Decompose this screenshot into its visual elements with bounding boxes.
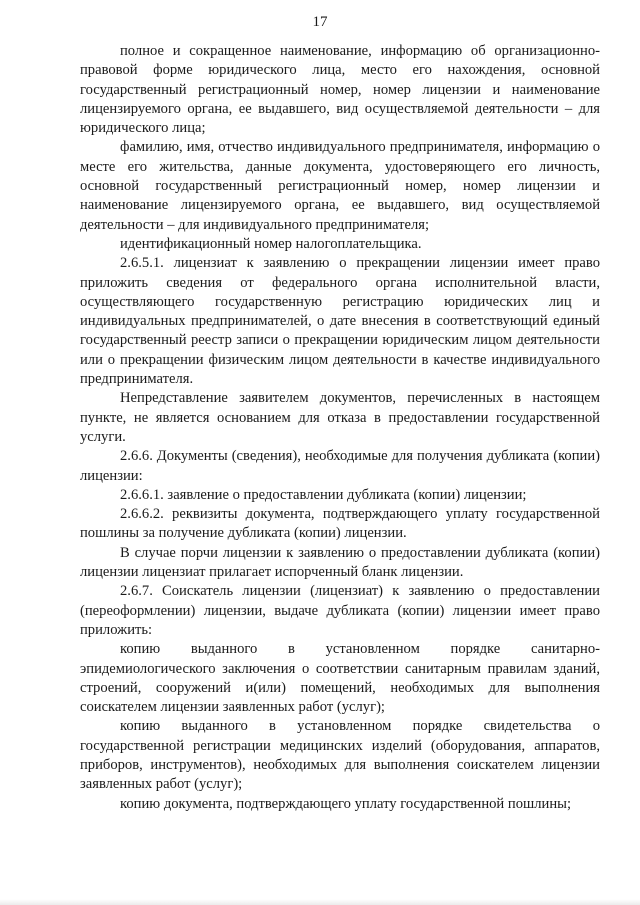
paragraph-2-6-6-2: 2.6.6.2. реквизиты документа, подтверждающего уплату государственной пошлины за получение дубликата (копии) лицензии.: [80, 506, 600, 542]
paragraph-sanitary-conclusion: копию выданного в установленном порядке санитарно-эпидемиологического заключения о соответствии санитарным правилам зданий, строений, сооружений и(или) помещений, необходимых для выполнения соискателем лицензии заявленных работ (услуг);: [80, 641, 600, 716]
paragraph-entrepreneur-info: фамилию, имя, отчество индивидуального предпринимателя, информацию о месте его жительства, данные документа, удостоверяющего его личность, основной государственный регистрационный номер, номер лицензии и наименование лицензируемого органа, ее выдавшего, вид осуществляемой деятельности – для индивидуального предпринимателя;: [80, 139, 600, 233]
paragraph-state-fee: копию документа, подтверждающего уплату государственной пошлины;: [120, 795, 572, 812]
paragraph-2-6-7: 2.6.7. Соискатель лицензии (лицензиат) к заявлению о предоставлении (переоформлении) лицензии, выдаче дубликата (копии) лицензии имеет право приложить:: [80, 583, 600, 638]
paragraph-2-6-6: 2.6.6. Документы (сведения), необходимые для получения дубликата (копии) лицензии:: [80, 448, 600, 484]
paragraph-2-6-5-1: 2.6.5.1. лицензиат к заявлению о прекращении лицензии имеет право приложить сведения от федерального органа исполнительной власти, осуществляющего государственную регистрацию юридических лиц и индивидуальных предпринимателей, о дате внесения в соответствующий единый государственный реестр записи о прекращении юридическим лицом деятельности или о прекращении физическим лицом деятельности в качестве индивидуального предпринимателя.: [80, 255, 600, 388]
scan-edge: [0, 899, 640, 905]
document-body: [80, 42, 600, 814]
paragraph-damaged-license: В случае порчи лицензии к заявлению о предоставлении дубликата (копии) лицензии лицензиат прилагает испорченный бланк лицензии.: [80, 544, 600, 581]
paragraph-non-submission: Непредставление заявителем документов, перечисленных в настоящем пункте, не является основанием для отказа в предоставлении государственной услуги.: [80, 390, 600, 445]
page-number: 17: [312, 14, 328, 30]
paragraph-medical-devices: копию выданного в установленном порядке свидетельства о государственной регистрации медицинских изделий (оборудования, аппаратов, приборов, инструментов), необходимых для выполнения соискателем лицензии заявленных работ (услуг);: [80, 718, 600, 793]
paragraph-legal-entity-info: полное и сокращенное наименование, информацию об организационно-правовой форме юридического лица, место его нахождения, основной государственный регистрационный номер, номер лицензии и наименование лицензируемого органа, ее выдавшего, вид осуществляемой деятельности – для юридического лица;: [80, 43, 600, 137]
paragraph-tax-id: идентификационный номер налогоплательщика.: [120, 235, 422, 252]
paragraph-2-6-6-1: 2.6.6.1. заявление о предоставлении дубликата (копии) лицензии;: [120, 486, 527, 503]
